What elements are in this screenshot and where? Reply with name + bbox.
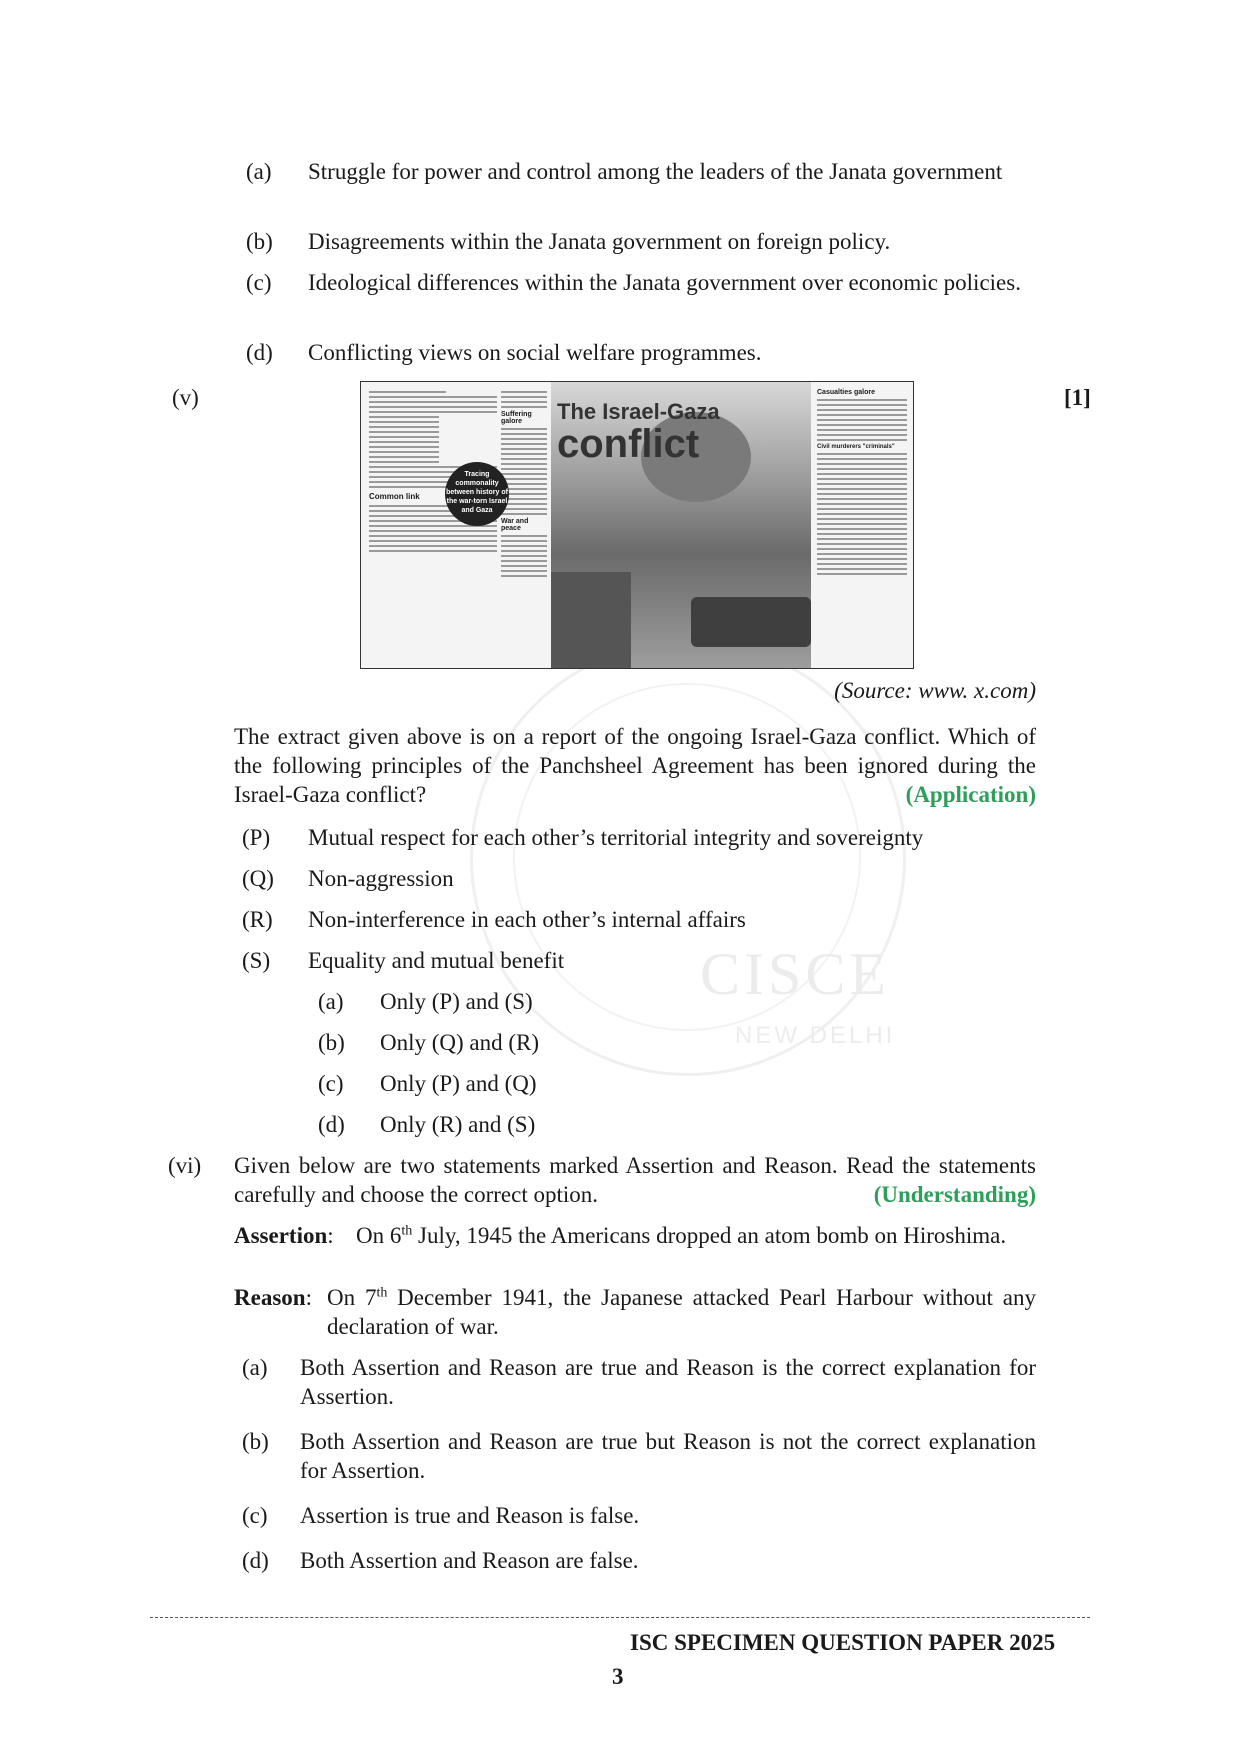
option-label: (b) bbox=[242, 1429, 269, 1454]
assertion-text: On 6th July, 1945 the Americans dropped an atom bomb on Hiroshima. bbox=[356, 1223, 1007, 1248]
marks-badge: [1] bbox=[1064, 385, 1091, 410]
option-text: Both Assertion and Reason are true and Reason is the correct explanation for Assertion. bbox=[300, 1355, 1036, 1409]
principle-text: Non-aggression bbox=[308, 866, 454, 891]
question-tag: (Application) bbox=[905, 782, 1036, 807]
footer-title: ISC SPECIMEN QUESTION PAPER 2025 bbox=[630, 1630, 1056, 1655]
option-label: (c) bbox=[318, 1071, 344, 1096]
question-tag: (Understanding) bbox=[873, 1182, 1036, 1207]
principle-label: (Q) bbox=[242, 866, 274, 891]
principle-text: Mutual respect for each other’s territorial integrity and sovereignty bbox=[308, 825, 924, 850]
news-section-heading: Common link bbox=[369, 492, 420, 501]
watermark-text: CISCE bbox=[700, 941, 891, 1007]
option-label: (d) bbox=[318, 1112, 345, 1137]
tank-shape bbox=[691, 597, 811, 647]
principle-text: Equality and mutual benefit bbox=[308, 948, 565, 973]
option-text: Both Assertion and Reason are false. bbox=[300, 1548, 639, 1573]
q4-option-text: Ideological differences within the Janata government over economic policies. bbox=[308, 270, 1021, 295]
question-text: Given below are two statements marked Assertion and Reason. Read the statements carefully and choose the correct option. bbox=[234, 1153, 1036, 1207]
option-text: Only (P) and (Q) bbox=[380, 1071, 537, 1096]
option-label: (a) bbox=[242, 1355, 268, 1380]
news-headline: The Israel-Gaza conflict bbox=[557, 399, 720, 466]
news-badge: Tracing commonality between history of the war-torn Israel and Gaza bbox=[445, 462, 509, 526]
option-text: Only (P) and (S) bbox=[380, 989, 533, 1014]
news-section-heading: Casualties galore bbox=[817, 389, 875, 396]
q4-option-label: (b) bbox=[246, 229, 273, 254]
option-label: (d) bbox=[242, 1548, 269, 1573]
principle-text: Non-interference in each other’s internal affairs bbox=[308, 907, 746, 932]
option-label: (a) bbox=[318, 989, 344, 1014]
news-column-right bbox=[817, 388, 907, 660]
news-section-heading: War and peace bbox=[501, 518, 529, 532]
reason-text: On 7th December 1941, the Japanese attacked Pearl Harbour without any declaration of war. bbox=[327, 1285, 1036, 1339]
inset-photo bbox=[551, 572, 631, 668]
news-column-second bbox=[501, 388, 547, 660]
option-text: Assertion is true and Reason is false. bbox=[300, 1503, 640, 1528]
q4-option-label: (a) bbox=[246, 159, 272, 184]
assertion-label: Assertion: bbox=[234, 1223, 334, 1248]
question-number: (v) bbox=[172, 385, 199, 410]
question-number: (vi) bbox=[168, 1153, 202, 1178]
principle-label: (P) bbox=[242, 825, 271, 850]
q4-option-text: Struggle for power and control among the leaders of the Janata government bbox=[308, 159, 1003, 184]
q4-option-text: Conflicting views on social welfare programmes. bbox=[308, 340, 762, 365]
image-source: (Source: www. x.com) bbox=[834, 678, 1036, 703]
q4-option-label: (d) bbox=[246, 340, 273, 365]
option-text: Both Assertion and Reason are true but Reason is not the correct explanation for Assertion. bbox=[300, 1429, 1036, 1483]
reason-label: Reason: bbox=[234, 1285, 312, 1310]
option-label: (b) bbox=[318, 1030, 345, 1055]
newspaper-extract-image bbox=[360, 381, 914, 669]
news-section-heading: Suffering galore bbox=[501, 411, 532, 425]
principle-label: (S) bbox=[242, 948, 271, 973]
news-section-heading: Civil murderers "criminals" bbox=[817, 444, 895, 450]
page-number: 3 bbox=[612, 1664, 624, 1689]
option-text: Only (Q) and (R) bbox=[380, 1030, 540, 1055]
footer-divider bbox=[150, 1617, 1090, 1618]
option-text: Only (R) and (S) bbox=[380, 1112, 536, 1137]
question-text: The extract given above is on a report of the ongoing Israel-Gaza conflict. Which of the following principles of the Panchsheel Agreement has been ignored during the Israel-Gaza conflict? bbox=[234, 724, 1036, 807]
watermark-subtext: NEW DELHI bbox=[735, 1022, 896, 1049]
q4-option-label: (c) bbox=[246, 270, 272, 295]
option-label: (c) bbox=[242, 1503, 268, 1528]
q4-option-text: Disagreements within the Janata government on foreign policy. bbox=[308, 229, 891, 254]
principle-label: (R) bbox=[242, 907, 273, 932]
watermark-seal bbox=[470, 640, 906, 1076]
